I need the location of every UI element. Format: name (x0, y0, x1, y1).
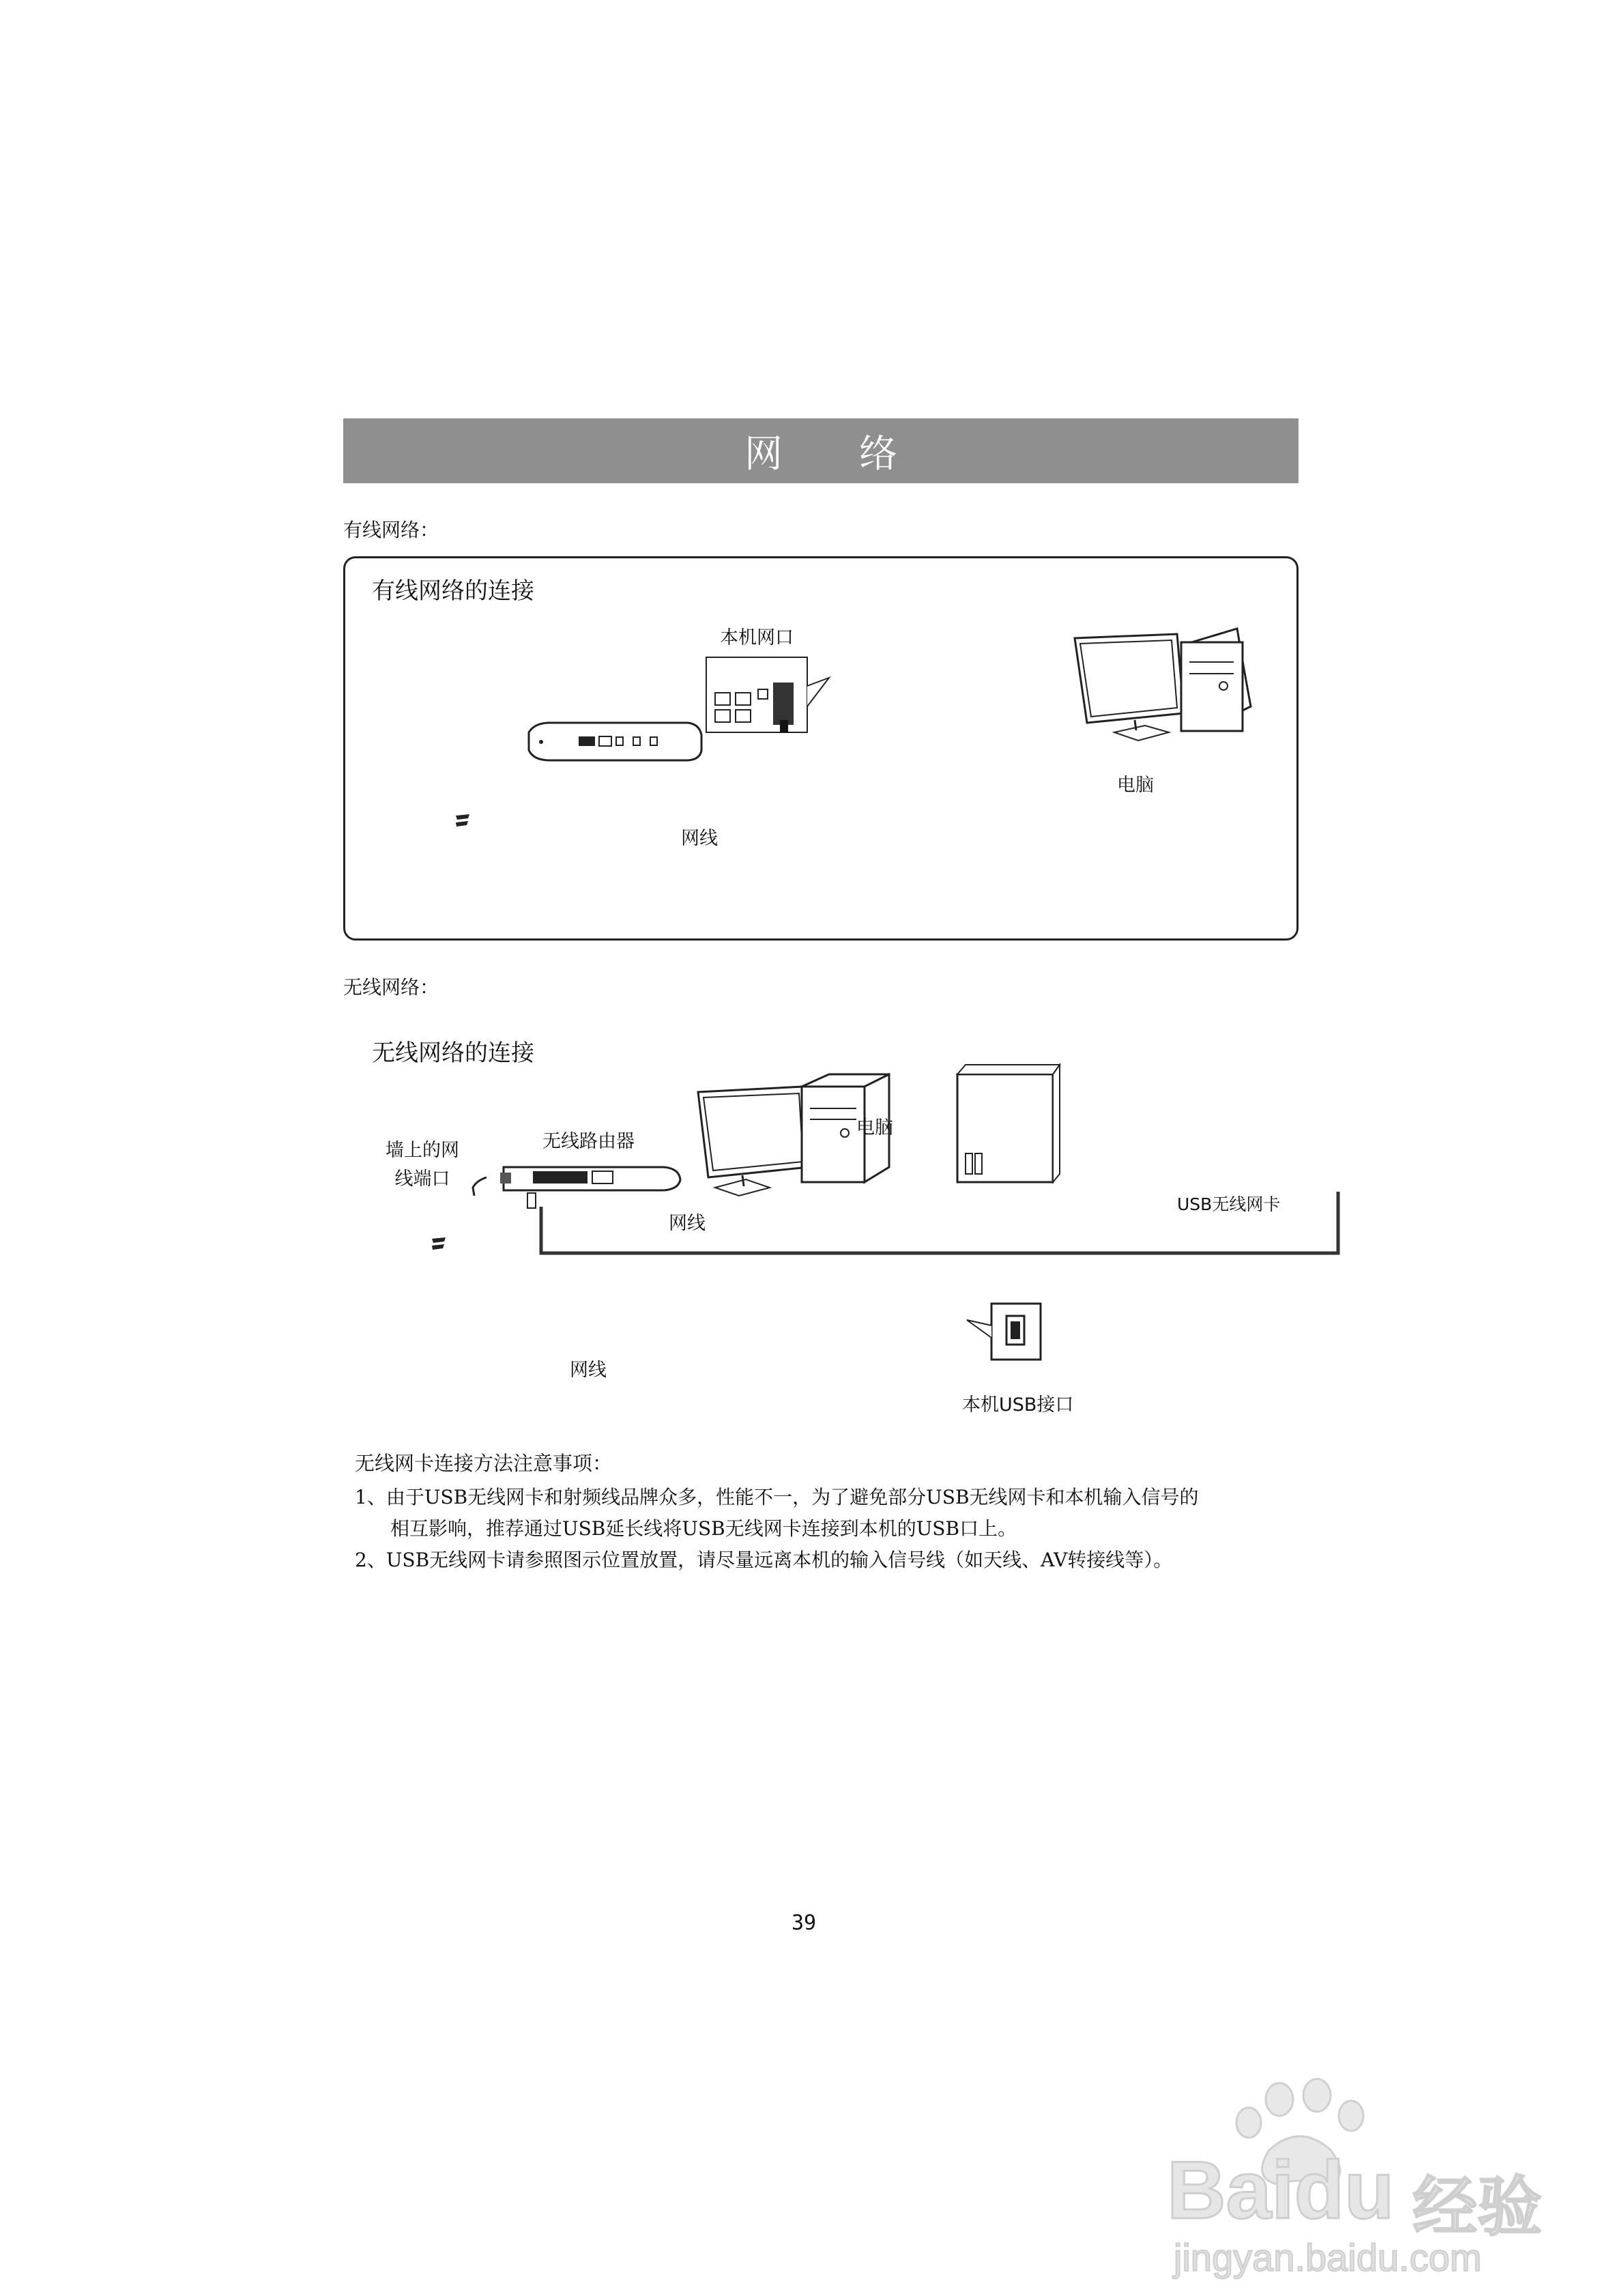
wired-illustration (343, 556, 1299, 941)
page-number: 39 (792, 1911, 817, 1935)
wired-section-label: 有线网络： (343, 519, 439, 541)
wall-port-label-line1: 墙上的网 (386, 1140, 459, 1161)
watermark-cn: 经验 (1412, 2170, 1543, 2245)
brand-mark-icon (432, 1237, 446, 1250)
wall-port-label-line2: 线端口 (394, 1168, 450, 1190)
port-callout-icon (706, 657, 829, 732)
wireless-section-label: 无线网络： (343, 976, 439, 999)
notes-section (355, 1448, 1310, 1576)
set-top-box-icon (529, 723, 701, 760)
wireless-cable-label-top: 网线 (669, 1213, 706, 1234)
notes-item-2: 2、USB无线网卡请参照图示位置放置，请尽量远离本机的输入信号线（如天线、AV转接线等）。 (355, 1549, 1173, 1571)
wired-computer-label: 电脑 (1117, 775, 1154, 796)
notes-item-1 (355, 1482, 1310, 1545)
page-title: 网 络 (343, 418, 1299, 483)
computer-icon (1075, 629, 1251, 741)
tv-back-icon (957, 1065, 1060, 1182)
watermark-url: jingyan.baidu.com (1174, 2236, 1482, 2279)
baidu-watermark (1153, 2075, 1556, 2280)
watermark-brand2: du (1294, 2144, 1395, 2236)
wireless-cable-label-bottom: 网线 (570, 1360, 607, 1381)
usb-port-callout-icon (967, 1304, 1041, 1360)
router-label: 无线路由器 (542, 1131, 635, 1152)
usb-adapter-label: USB无线网卡 (1177, 1194, 1281, 1214)
wireless-illustration (343, 1051, 1299, 1420)
device-port-label: 本机网口 (720, 627, 794, 648)
watermark-brand: Bai (1167, 2144, 1294, 2236)
usb-port-label: 本机USB接口 (962, 1394, 1074, 1416)
brand-mark-icon (456, 814, 469, 827)
wireless-computer-label: 电脑 (856, 1117, 893, 1138)
notes-item-1-line2: 相互影响，推荐通过USB延长线将USB无线网卡连接到本机的USB口上。 (390, 1517, 1017, 1540)
wired-diagram-title: 有线网络的连接 (372, 577, 534, 605)
notes-item-1-line1: 1、由于USB无线网卡和射频线品牌众多，性能不一，为了避免部分USB无线网卡和本机输入信号的 (355, 1486, 1199, 1508)
router-icon (500, 1167, 680, 1190)
wireless-diagram-title: 无线网络的连接 (372, 1039, 534, 1067)
notes-title: 无线网卡连接方法注意事项： (355, 1452, 613, 1475)
wall-port-label (386, 1136, 459, 1194)
wired-cable-label: 网线 (681, 828, 718, 849)
